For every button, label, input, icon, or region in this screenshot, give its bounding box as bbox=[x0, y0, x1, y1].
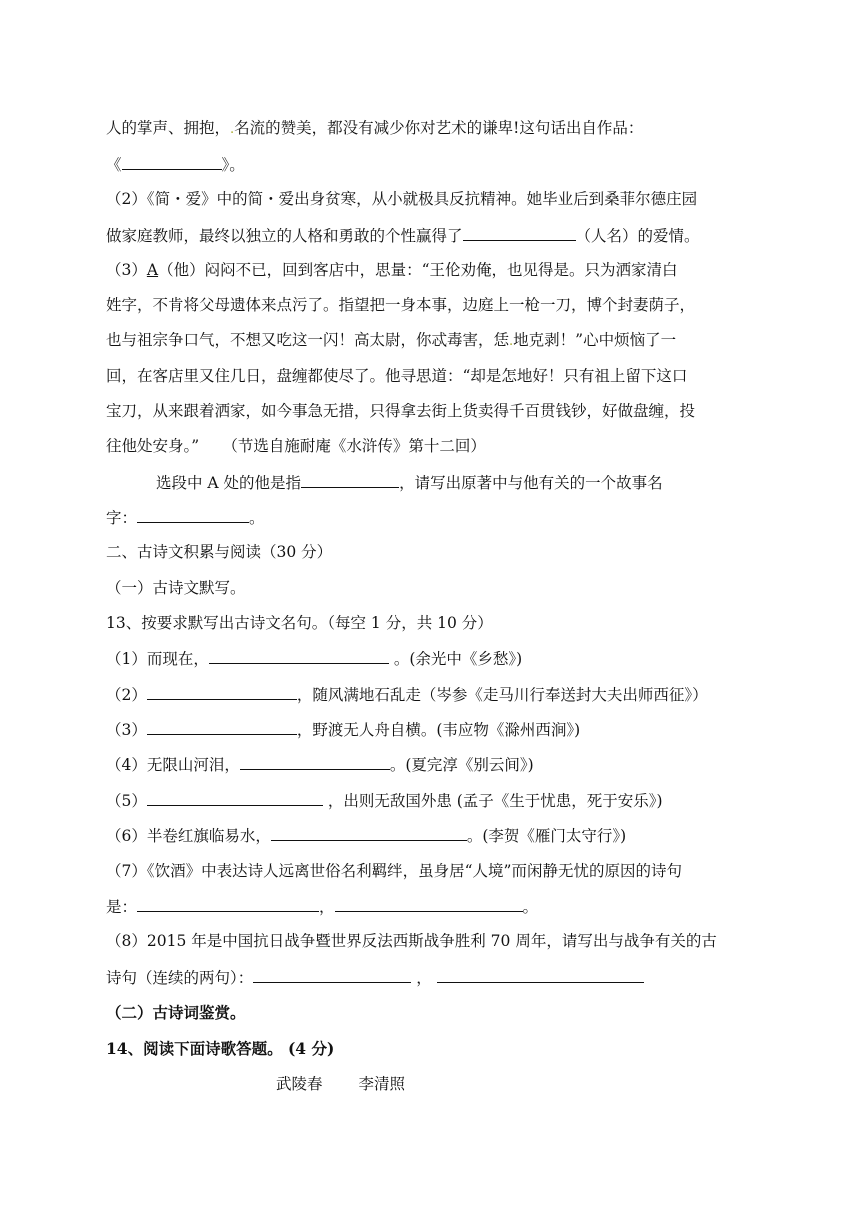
answer-blank[interactable] bbox=[209, 647, 389, 664]
text-segment: 也与祖宗争口气，不想又吃这一闪！高太尉，你忒毒害，恁 bbox=[106, 331, 510, 349]
question-13-heading: 13、按要求默写出古诗文名句。（每空 1 分，共 10 分） bbox=[106, 614, 493, 632]
question-3-line bbox=[106, 259, 678, 281]
text-segment: ，请写出原著中与他有关的一个故事名 bbox=[399, 474, 663, 492]
answer-blank[interactable] bbox=[253, 966, 411, 983]
answer-blank[interactable] bbox=[437, 966, 644, 983]
text-segment: （2） bbox=[106, 686, 147, 704]
answer-blank[interactable] bbox=[137, 895, 319, 912]
text-segment: 。(夏完淳《别云间》) bbox=[389, 756, 534, 774]
item-8 bbox=[106, 966, 644, 989]
text-segment: 。(李贺《雁门太守行》) bbox=[466, 827, 627, 845]
marker-a: A bbox=[146, 261, 159, 279]
item-5 bbox=[106, 789, 663, 812]
question-2-line: （2）《简・爱》中的简・爱出身贫寒，从小就极具反抗精神。她毕业后到桑菲尔德庄园 bbox=[106, 190, 698, 208]
text-mark: . bbox=[509, 334, 514, 349]
item-2 bbox=[106, 683, 708, 706]
item-8: （8）2015 年是中国抗日战争暨世界反法西斯战争胜利 70 周年，请写出与战争有关的古 bbox=[106, 932, 717, 950]
text-segment: ，随风满地石乱走（岑参《走马川行奉送封大夫出师西征》） bbox=[296, 686, 708, 704]
section-heading: 二、古诗文积累与阅读（30 分） bbox=[106, 543, 333, 561]
text-segment: （6）半卷红旗临易水， bbox=[106, 827, 271, 845]
question-3-line bbox=[106, 329, 676, 353]
answer-blank[interactable] bbox=[240, 753, 390, 770]
subsection-heading: （一）古诗文默写。 bbox=[106, 579, 246, 597]
item-6 bbox=[106, 824, 626, 847]
answer-blank[interactable] bbox=[147, 789, 323, 806]
subsection-heading: （二）古诗词鉴赏。 bbox=[106, 1003, 246, 1022]
text-segment: 。 bbox=[522, 898, 539, 916]
poem-header bbox=[276, 1073, 405, 1095]
text-segment: 字： bbox=[106, 509, 138, 527]
text-segment: 人的掌声、拥抱， bbox=[106, 119, 231, 137]
text-segment: （他）闷闷不已，回到客店中，思量：“王伦劝俺，也见得是。只为洒家清白 bbox=[158, 261, 678, 279]
question-2-line bbox=[106, 224, 700, 247]
text-segment: 诗句（连续的两句）： bbox=[106, 969, 254, 987]
text-segment: ，出则无敌国外患 (孟子《生于忧患，死于安乐》) bbox=[327, 792, 663, 810]
question-3-line: 往他处安身。” （节选自施耐庵《水浒传》第十二回） bbox=[106, 437, 486, 455]
text-segment: 选段中 A 处的他是指 bbox=[156, 474, 302, 492]
question-number: （3） bbox=[106, 261, 147, 279]
item-3 bbox=[106, 718, 580, 741]
text-segment: （人名）的爱情。 bbox=[575, 227, 700, 245]
question-3-ask bbox=[156, 471, 663, 494]
poem-title: 武陵春 bbox=[276, 1075, 323, 1093]
question-3-line: 宝刀，从来跟着洒家，如今事急无措，只得拿去街上货卖得千百贯钱钞，好做盘缠，投 bbox=[106, 402, 696, 420]
text-segment: 做家庭教师，最终以独立的人格和勇敢的个性赢得了 bbox=[106, 227, 463, 245]
text-segment: ， bbox=[319, 898, 335, 916]
text-segment: ， bbox=[416, 969, 432, 987]
text-segment: ，野渡无人舟自横。(韦应物《滁州西涧》) bbox=[296, 721, 581, 739]
text-mark: . bbox=[230, 122, 235, 137]
text-segment: （5） bbox=[106, 792, 147, 810]
poem-author: 李清照 bbox=[358, 1075, 406, 1093]
answer-blank[interactable] bbox=[335, 895, 523, 912]
text-segment: 。 bbox=[249, 509, 265, 527]
item-4 bbox=[106, 753, 534, 776]
text-segment: 是： bbox=[106, 898, 138, 916]
text-segment: （1）而现在， bbox=[106, 650, 209, 668]
answer-blank[interactable] bbox=[301, 471, 399, 488]
answer-blank[interactable] bbox=[122, 153, 222, 170]
text-segment: 《 bbox=[106, 156, 122, 174]
answer-line bbox=[106, 153, 245, 176]
text-segment: 。(余光中《乡愁》) bbox=[393, 650, 523, 668]
question-3-line: 姓字，不肯将父母遗体来点污了。指望把一身本事，边庭上一枪一刀，博个封妻荫子， bbox=[106, 296, 696, 314]
text-segment: 地克剥！”心中烦恼了一 bbox=[513, 331, 677, 349]
question-3-line: 回，在客店里又住几日，盘缠都使尽了。他寻思道：“却是怎地好！只有祖上留下这口 bbox=[106, 367, 688, 385]
item-7 bbox=[106, 895, 538, 918]
answer-blank[interactable] bbox=[137, 506, 249, 523]
item-1 bbox=[106, 647, 522, 670]
answer-blank[interactable] bbox=[463, 224, 576, 241]
answer-blank[interactable] bbox=[147, 683, 297, 700]
answer-blank[interactable] bbox=[147, 718, 297, 735]
text-segment: （3） bbox=[106, 721, 147, 739]
answer-blank[interactable] bbox=[271, 824, 467, 841]
question-3-ask bbox=[106, 506, 265, 529]
item-7: （7）《饮酒》中表达诗人远离世俗名利羁绊，虽身居“人境”而闲静无忧的原因的诗句 bbox=[106, 862, 682, 880]
text-segment: （4）无限山河泪， bbox=[106, 756, 240, 774]
text-segment: 名流的赞美，都没有减少你对艺术的谦卑!这句话出自作品： bbox=[234, 119, 644, 137]
paragraph-line bbox=[106, 117, 643, 141]
question-14-heading: 14、阅读下面诗歌答题。 (4 分) bbox=[106, 1039, 335, 1058]
text-segment: 》。 bbox=[221, 156, 245, 174]
